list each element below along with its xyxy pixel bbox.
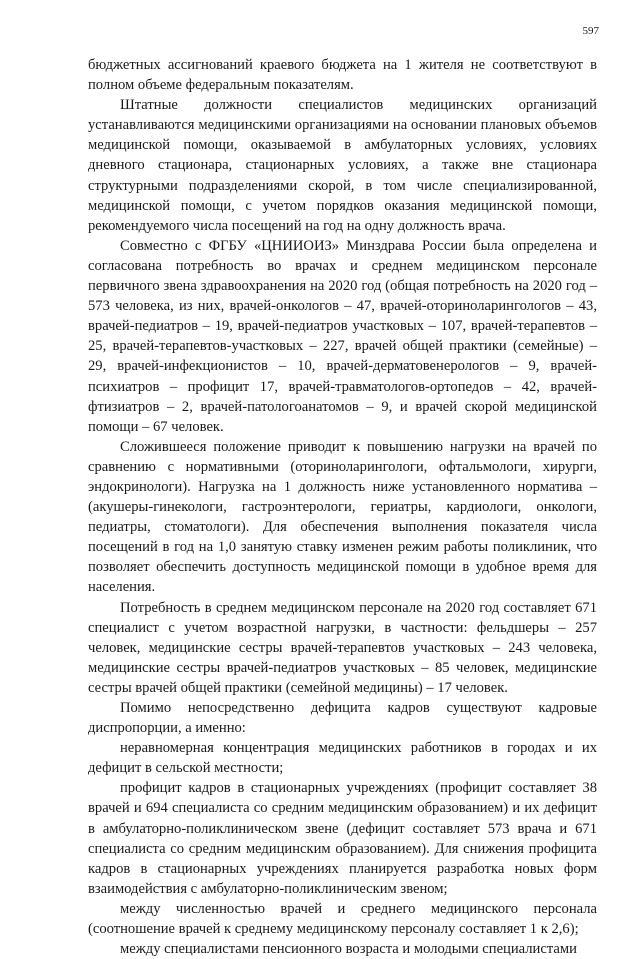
paragraph: неравномерная концентрация медицинских работников в городах и их дефицит в сельской местности;	[88, 740, 597, 777]
document-body	[88, 55, 597, 959]
paragraph: Совместно с ФГБУ «ЦНИИОИЗ» Минздрава России была определена и согласована потребность во врачах и среднем медицинском персонале первичного звена здравоохранения на 2020 год (общая потребность на 2020 год – 573 человека, из них, врачей-онкологов – 47, врачей-оториноларингологов – 43, врачей-педиатров – 19, врачей-педиатров участковых – 107, врачей-терапевтов – 25, врачей-терапевтов-участковых – 227, врачей общей практики (семейные) – 29, врачей-инфекционистов – 10, врачей-дерматовенерологов – 9, врачей-психиатров – профицит 17, врачей-травматологов-ортопедов – 42, врачей-фтизиатров – 2, врачей-патологоанатомов – 9, и врачей скорой медицинской помощи – 67 человек.	[88, 237, 597, 435]
page-number: 597	[582, 25, 599, 37]
paragraph: между специалистами пенсионного возраста и молодыми специалистами	[120, 941, 577, 958]
paragraph: Штатные должности специалистов медицинских организаций устанавливаются медицинскими организациями на основании плановых объемов медицинской помощи, оказываемой в амбулаторных условиях, условиях дневного стационара, стационарных условиях, а также вне стационара структурными подразделениями скорой, в том числе специализированной, медицинской помощи, с учетом порядков оказания медицинской помощи, рекомендуемого числа посещений на год на одну должность врача.	[88, 97, 597, 234]
paragraph: бюджетных ассигнований краевого бюджета на 1 жителя не соответствуют в полном объеме федеральным показателям.	[88, 57, 597, 94]
paragraph: Сложившееся положение приводит к повышению нагрузки на врачей по сравнению с нормативными (оториноларингологи, офтальмологи, хирурги, эндокринологи). Нагрузка на 1 должность ниже установленного норматива – (акушеры-гинекологи, гастроэнтерологи, гериатры, кардиологи, онкологи, педиатры, стоматологи). Для обеспечения выполнения показателя числа посещений в год на 1,0 занятую ставку изменен режим работы поликлиник, что позволяет обеспечить доступность медицинской помощи в удобное время для населения.	[88, 438, 597, 596]
paragraph: профицит кадров в стационарных учреждениях (профицит составляет 38 врачей и 694 специалиста со средним медицинским образованием) и их дефицит в амбулаторно-поликлиническом звене (дефицит составляет 573 врача и 671 специалиста со средним медицинским образованием). Для снижения профицита кадров в стационарных учреждениях планируется разработка новых форм взаимодействия с амбулаторно-поликлиническим звеном;	[88, 780, 597, 897]
paragraph: Помимо непосредственно дефицита кадров существуют кадровые диспропорции, а именно:	[88, 700, 597, 737]
paragraph: между численностью врачей и среднего медицинского персонала (соотношение врачей к среднему медицинскому персоналу составляет 1 к 2,6);	[88, 900, 597, 938]
paragraph: Потребность в среднем медицинском персонале на 2020 год составляет 671 специалист с учетом возрастной нагрузки, в частности: фельдшеры – 257 человек, медицинские сестры врачей-терапевтов участковых – 243 человека, медицинские сестры врачей-педиатров участковых – 85 человек, медицинские сестры врачей общей практики (семейной медицины) – 17 человек.	[88, 599, 597, 696]
